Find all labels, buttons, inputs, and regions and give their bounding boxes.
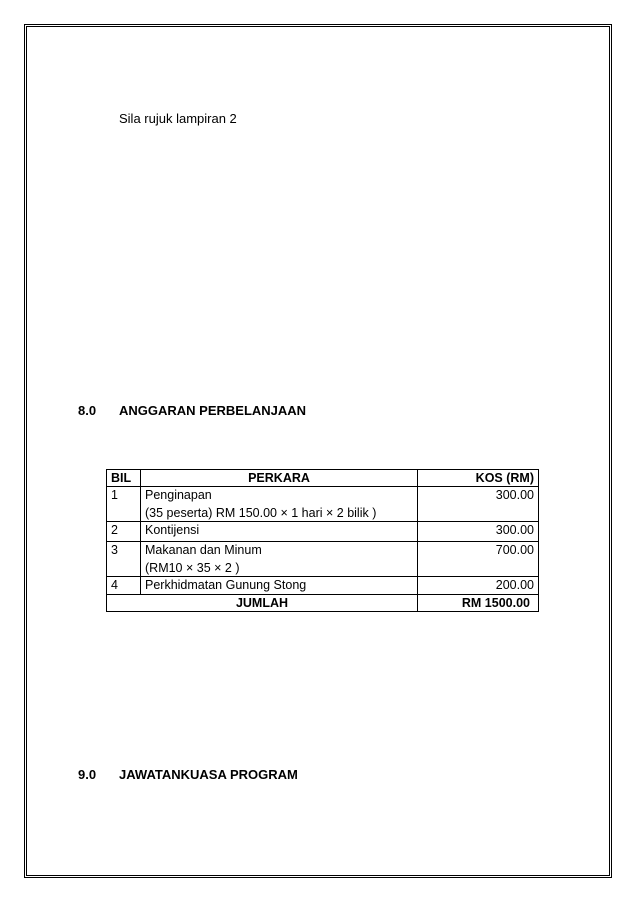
table-row [107, 577, 539, 595]
section-number: 8.0 [78, 403, 97, 418]
row-kos: 200.00 [418, 577, 539, 595]
header-perkara: PERKARA [141, 470, 418, 487]
total-label: JUMLAH [107, 595, 418, 612]
section-title: JAWATANKUASA PROGRAM [119, 767, 298, 782]
section-number: 9.0 [78, 767, 97, 782]
item-detail: (RM10 × 35 × 2 ) [145, 561, 240, 575]
section-heading-budget [78, 403, 306, 418]
row-bil: 3 [107, 542, 141, 577]
table-header-row [107, 470, 539, 487]
row-perkara [141, 577, 418, 595]
row-bil: 1 [107, 487, 141, 522]
attachment-note: Sila rujuk lampiran 2 [119, 111, 237, 126]
row-kos: 300.00 [418, 487, 539, 522]
row-bil: 4 [107, 577, 141, 595]
row-perkara [141, 542, 418, 577]
item-name: Kontijensi [145, 523, 200, 537]
item-detail: (35 peserta) RM 150.00 × 1 hari × 2 bilik ) [145, 506, 377, 520]
budget-table [106, 469, 539, 612]
section-title: ANGGARAN PERBELANJAAN [119, 403, 307, 418]
row-perkara [141, 522, 418, 542]
total-value: RM 1500.00 [418, 595, 539, 612]
table-row [107, 522, 539, 542]
row-perkara [141, 487, 418, 522]
header-bil: BIL [107, 470, 141, 487]
table-row [107, 487, 539, 522]
item-name: Perkhidmatan Gunung Stong [145, 578, 307, 592]
item-name: Makanan dan Minum [145, 543, 262, 557]
row-kos: 700.00 [418, 542, 539, 577]
item-name: Penginapan [145, 488, 212, 502]
table-row [107, 542, 539, 577]
row-kos: 300.00 [418, 522, 539, 542]
header-kos: KOS (RM) [418, 470, 539, 487]
table-total-row [107, 595, 539, 612]
page-border [24, 24, 612, 878]
section-heading-committee [78, 767, 298, 782]
row-bil: 2 [107, 522, 141, 542]
